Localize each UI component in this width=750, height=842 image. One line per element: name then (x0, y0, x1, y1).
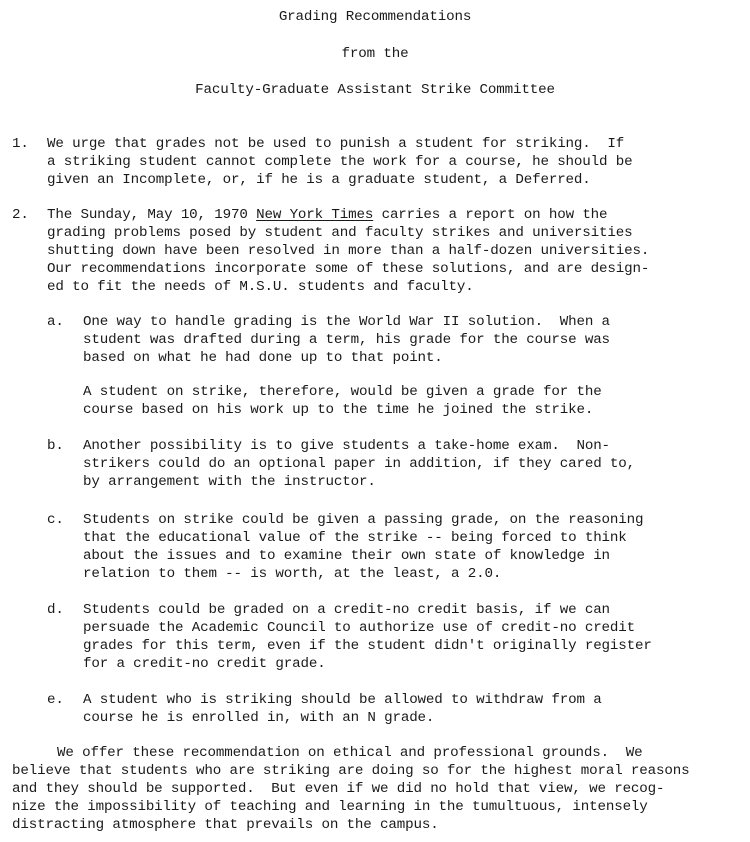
item-1-line: given an Incomplete, or, if he is a graduate student, a Deferred. (47, 172, 591, 188)
item-1-line: We urge that grades not be used to punish a student for striking. If (47, 136, 625, 152)
item-2-line: grading problems posed by student and faculty strikes and universities (47, 225, 633, 241)
closing-line: distracting atmosphere that prevails on the campus. (12, 817, 439, 833)
heading-committee: Faculty-Graduate Assistant Strike Committee (195, 82, 555, 98)
subitem-a-line: based on what he had done up to that point. (83, 350, 443, 366)
heading-title: Grading Recommendations (278, 9, 472, 25)
item-2-text: The Sunday, May 10, 1970 (47, 207, 257, 223)
item-1-line: a striking student cannot complete the work for a course, he should be (47, 154, 633, 170)
subitem-a-extra-line: A student on strike, therefore, would be given a grade for the (83, 384, 602, 400)
subitem-label: c. (47, 512, 64, 528)
subitem-b-line: strikers could do an optional paper in addition, if they cared to, (83, 456, 636, 472)
subitem-label: d. (47, 602, 64, 618)
subitem-a-line: student was drafted during a term, his grade for the course was (83, 332, 610, 348)
subitem-c-line: about the issues and to examine their own state of knowledge in (83, 548, 610, 564)
heading-from: from the (341, 46, 409, 62)
closing-line: believe that students who are striking are doing so for the highest moral reasons (12, 763, 690, 779)
subitem-d-line: Students could be graded on a credit-no credit basis, if we can (83, 602, 610, 618)
subitem-a-line: One way to handle grading is the World War II solution. When a (83, 314, 610, 330)
subitem-d-line: for a credit-no credit grade. (83, 656, 326, 672)
item-2-line: Our recommendations incorporate some of these solutions, and are design- (47, 261, 650, 277)
subitem-b-line: by arrangement with the instructor. (83, 474, 376, 490)
subitem-b-line: Another possibility is to give students a take-home exam. Non- (83, 438, 610, 454)
closing-line: nize the impossibility of teaching and learning in the tumultuous, intensely (12, 799, 648, 815)
item-2-line: shutting down have been resolved in more than a half-dozen universities. (47, 243, 650, 259)
subitem-label: a. (47, 314, 64, 330)
subitem-label: b. (47, 438, 64, 454)
subitem-d-line: persuade the Academic Council to authorize use of credit-no credit (83, 620, 636, 636)
item-number: 2. (12, 207, 29, 223)
subitem-c-line: Students on strike could be given a passing grade, on the reasoning (83, 512, 644, 528)
subitem-e-line: course he is enrolled in, with an N grade. (83, 710, 435, 726)
item-2-line: ed to fit the needs of M.S.U. students and faculty. (47, 279, 474, 295)
subitem-a-extra-line: course based on his work up to the time he joined the strike. (83, 402, 594, 418)
closing-line: We offer these recommendation on ethical and professional grounds. We (57, 745, 643, 761)
subitem-e-line: A student who is striking should be allowed to withdraw from a (83, 692, 602, 708)
newspaper-title: New York Times (256, 207, 374, 223)
subitem-label: e. (47, 692, 64, 708)
subitem-d-line: grades for this term, even if the student didn't originally register (83, 638, 652, 654)
item-2-text: carries a report on how the (373, 207, 608, 223)
item-number: 1. (12, 136, 29, 152)
item-2-first-line (47, 206, 607, 224)
subitem-c-line: that the educational value of the strike -- being forced to think (83, 530, 627, 546)
subitem-c-line: relation to them -- is worth, at the least, a 2.0. (83, 566, 502, 582)
closing-line: and they should be supported. But even if we did no hold that view, we recog- (12, 781, 665, 797)
